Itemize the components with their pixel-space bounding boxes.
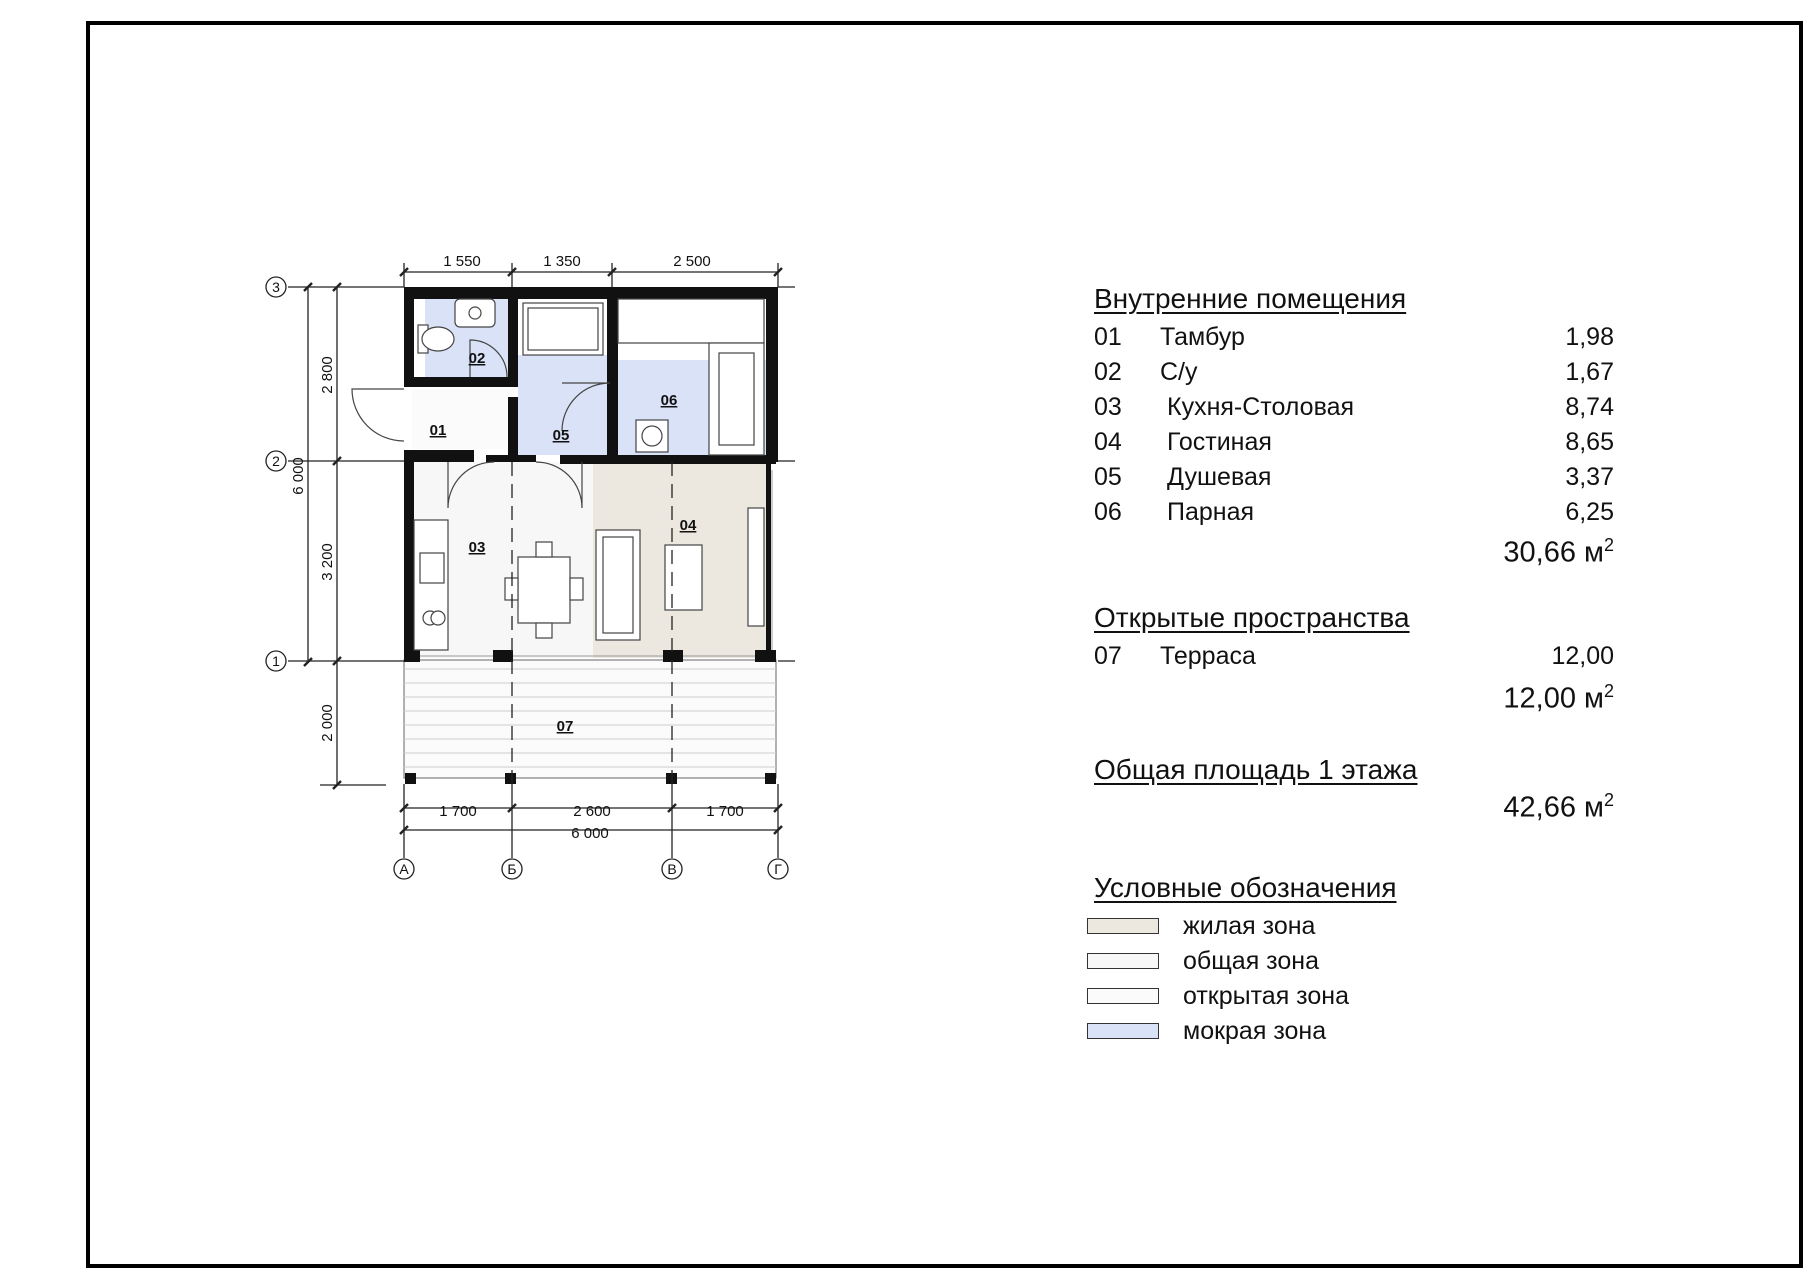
room-number: 06 bbox=[1094, 498, 1122, 526]
room-name: Парная bbox=[1167, 498, 1255, 526]
dim-bottom-2: 2 600 bbox=[573, 803, 611, 820]
dim-top-1: 1 550 bbox=[443, 253, 481, 270]
table-row bbox=[1094, 428, 1614, 462]
zone-vestibule bbox=[412, 389, 514, 449]
room-name: Гостиная bbox=[1167, 428, 1272, 456]
legend-label: общая зона bbox=[1183, 947, 1319, 975]
room-area: 6,25 bbox=[1565, 498, 1614, 526]
room-number: 01 bbox=[1094, 323, 1122, 351]
axis-row-3: 3 bbox=[272, 279, 280, 295]
dim-bottom-1: 1 700 bbox=[439, 803, 477, 820]
room-name: С/у bbox=[1160, 358, 1198, 386]
room-name: Душевая bbox=[1167, 463, 1272, 491]
room-label-03: 03 bbox=[468, 539, 486, 556]
legend-label: мокрая зона bbox=[1183, 1017, 1327, 1045]
room-label-05: 05 bbox=[552, 427, 570, 444]
room-label-01: 01 bbox=[429, 422, 447, 439]
axis-col-v: В bbox=[667, 861, 677, 877]
room-label-07: 07 bbox=[556, 718, 574, 735]
table-row bbox=[1094, 358, 1614, 392]
table-row bbox=[1094, 498, 1614, 532]
table-row bbox=[1094, 323, 1614, 357]
interior-total: 30,66 $м^2$ bbox=[1503, 535, 1614, 569]
room-label-04: 04 bbox=[679, 517, 697, 534]
table-row bbox=[1094, 393, 1614, 427]
room-name: Терраса bbox=[1160, 642, 1256, 670]
room-name: Кухня-Столовая bbox=[1167, 393, 1355, 421]
dim-bottom-3: 1 700 bbox=[706, 803, 744, 820]
room-area: 1,98 bbox=[1565, 323, 1614, 351]
room-number: 07 bbox=[1094, 642, 1122, 670]
room-area: 3,37 bbox=[1565, 463, 1614, 491]
room-number: 04 bbox=[1094, 428, 1122, 456]
room-number: 03 bbox=[1094, 393, 1122, 421]
overall-title: Общая площадь 1 этажа bbox=[1094, 754, 1418, 785]
room-area: 1,67 bbox=[1565, 358, 1614, 386]
legend-swatch bbox=[1087, 1023, 1159, 1039]
dim-left-3: 2 000 bbox=[319, 704, 336, 742]
axis-row-2: 2 bbox=[272, 453, 280, 469]
legend-label: жилая зона bbox=[1183, 912, 1316, 940]
open-total: 12,00 $м^2$ bbox=[1503, 681, 1614, 715]
dim-left-1: 2 800 bbox=[319, 356, 336, 394]
interior-title: Внутренние помещения bbox=[1094, 283, 1407, 314]
room-number: 05 bbox=[1094, 463, 1122, 491]
dim-left-total: 6 000 bbox=[290, 457, 307, 495]
table-row bbox=[1094, 642, 1614, 676]
room-area: 8,74 bbox=[1565, 393, 1614, 421]
room-label-06: 06 bbox=[660, 392, 678, 409]
open-title: Открытые пространства bbox=[1094, 602, 1410, 633]
legend-swatch bbox=[1087, 953, 1159, 969]
legend-label: открытая зона bbox=[1183, 982, 1349, 1010]
axis-row-1: 1 bbox=[272, 653, 280, 669]
room-label-02: 02 bbox=[468, 350, 486, 367]
legend-title: Условные обозначения bbox=[1094, 872, 1397, 903]
table-row bbox=[1094, 463, 1614, 497]
room-number: 02 bbox=[1094, 358, 1122, 386]
axis-col-g: Г bbox=[774, 861, 782, 877]
legend-swatch bbox=[1087, 988, 1159, 1004]
room-area: 12,00 bbox=[1551, 642, 1614, 670]
dim-bottom-total: 6 000 bbox=[571, 825, 609, 842]
room-area: 8,65 bbox=[1565, 428, 1614, 456]
area-table-panel bbox=[1094, 0, 1674, 1287]
room-name: Тамбур bbox=[1160, 323, 1245, 351]
axis-col-b: Б bbox=[507, 861, 517, 877]
dim-top-3: 2 500 bbox=[673, 253, 711, 270]
axis-col-a: А bbox=[399, 861, 409, 877]
overall-total: 42,66 $м^2$ bbox=[1503, 790, 1614, 824]
dim-top-2: 1 350 bbox=[543, 253, 581, 270]
legend-swatch bbox=[1087, 918, 1159, 934]
dim-left-2: 3 200 bbox=[319, 543, 336, 581]
terrace bbox=[404, 660, 776, 784]
